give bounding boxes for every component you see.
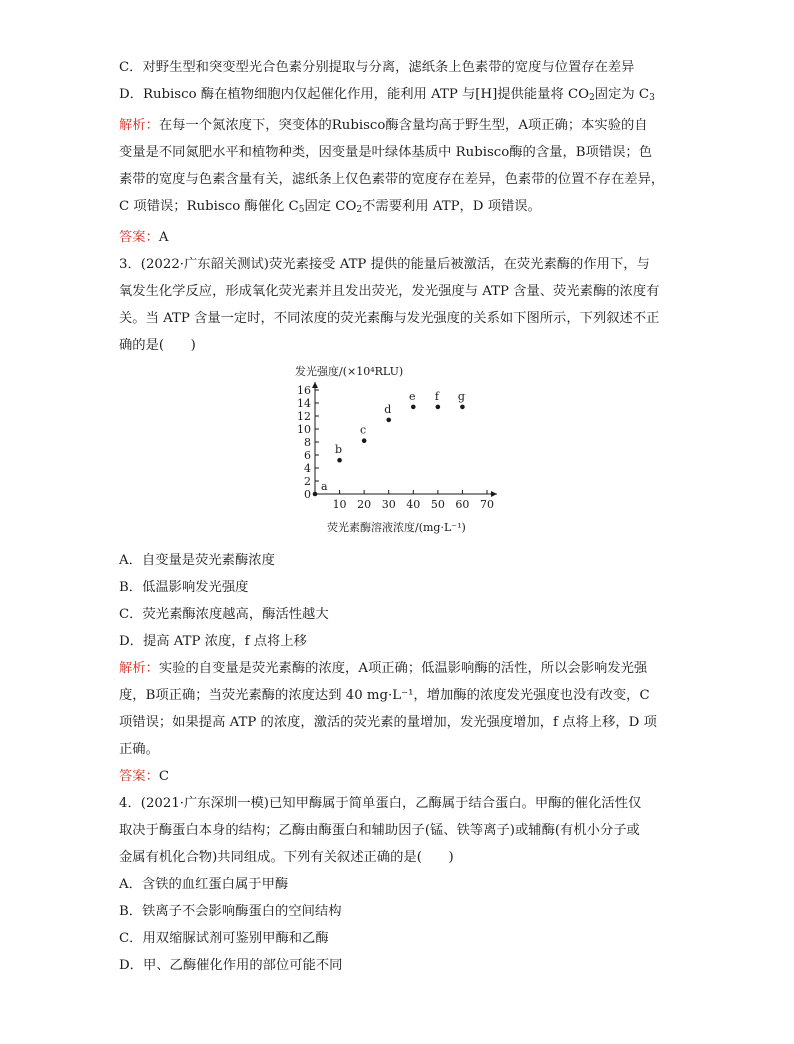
q3-explain-line: 项错误；如果提高 ATP 的浓度，激活的荧光素的量增加，发光强度增加，f 点将上移，D 项 bbox=[119, 715, 657, 730]
chart-xlabel: 荧光素酶溶液浓度/(mg·L⁻¹) bbox=[327, 521, 466, 534]
answer-label: 答案： bbox=[119, 769, 159, 784]
data-point bbox=[411, 405, 416, 410]
chart-ylabel: 发光强度/(×10⁴RLU) bbox=[295, 365, 404, 378]
y-tick-label: 14 bbox=[297, 397, 311, 410]
chart-plot-area bbox=[297, 382, 497, 511]
point-label: e bbox=[409, 389, 416, 403]
q3-explain-line: 度，B项正确；当荧光素酶的浓度达到 40 mg·L⁻¹，增加酶的浓度发光强度也没有改变，C bbox=[119, 688, 650, 703]
q3-stem-line: 关。当 ATP 含量一定时，不同浓度的荧光素酶与发光强度的关系如下图所示，下列叙述不正 bbox=[119, 311, 660, 326]
q3-option-b: B．低温影响发光强度 bbox=[119, 580, 249, 595]
point-label: f bbox=[434, 389, 439, 403]
x-tick-label: 40 bbox=[406, 498, 421, 511]
explain-label: 解析： bbox=[119, 118, 159, 133]
q4-stem-line: 4．(2021·广东深圳一模)已知甲酶属于简单蛋白，乙酶属于结合蛋白。甲酶的催化活性仅 bbox=[119, 796, 642, 811]
x-tick-label: 70 bbox=[480, 498, 494, 511]
x-axis-arrow bbox=[491, 491, 497, 497]
data-point bbox=[337, 458, 342, 463]
q4-stem-line: 取决于酶蛋白本身的结构；乙酶由酶蛋白和辅助因子(锰、铁等离子)或辅酶(有机小分子或 bbox=[119, 823, 640, 838]
q2-explain-line: C 项错误；Rubisco 酶催化 $C_5$固定 $CO_2$不需要利用 ATP，D 项错误。 bbox=[119, 199, 541, 215]
q3-option-d: D．提高 ATP 浓度，f 点将上移 bbox=[119, 634, 307, 649]
q4-option-d: D．甲、乙酶催化作用的部位可能不同 bbox=[119, 958, 343, 973]
point-label: g bbox=[457, 389, 465, 403]
data-point bbox=[460, 405, 465, 410]
q2-option-d: D．Rubisco 酶在植物细胞内仅起催化作用，能利用 ATP 与[H]提供能量将 $CO_2$固定为 $C_3$ bbox=[119, 87, 655, 103]
q3-answer: 答案：C bbox=[119, 769, 170, 784]
q3-explain-line: 正确。 bbox=[119, 742, 159, 757]
data-point bbox=[436, 405, 441, 410]
q3-option-c: C．荧光素酶浓度越高，酶活性越大 bbox=[119, 607, 329, 622]
q2-option-c: C．对野生型和突变型光合色素分别提取与分离，滤纸条上色素带的宽度与位置存在差异 bbox=[119, 60, 635, 75]
data-point bbox=[386, 418, 391, 423]
x-tick-label: 20 bbox=[357, 498, 372, 511]
x-tick-label: 10 bbox=[332, 498, 347, 511]
q3-stem-line: 3．(2022·广东韶关测试)荧光素接受 ATP 提供的能量后被激活，在荧光素酶的作用下，与 bbox=[119, 257, 650, 272]
q2-explain-line: 变量是不同氮肥水平和植物种类，因变量是叶绿体基质中 Rubisco酶的含量，B项错误；色 bbox=[119, 145, 653, 160]
y-axis-arrow bbox=[312, 382, 318, 388]
answer-label: 答案： bbox=[119, 230, 159, 245]
y-tick-label: 16 bbox=[297, 384, 311, 397]
document-page bbox=[119, 54, 679, 979]
q4-option-a: A．含铁的血红蛋白属于甲酶 bbox=[119, 877, 289, 892]
point-label: d bbox=[384, 402, 392, 416]
q3-explain-line: 解析：实验的自变量是荧光素酶的浓度，A项正确；低温影响酶的活性，所以会影响发光强 bbox=[119, 661, 648, 676]
q2-explain-line: 素带的宽度与色素含量有关，滤纸条上仅色素带的宽度存在差异，色素带的位置不存在差异， bbox=[119, 172, 665, 187]
x-tick-label: 50 bbox=[430, 498, 445, 511]
point-label: b bbox=[335, 443, 343, 457]
q3-option-a: A．自变量是荧光素酶浓度 bbox=[119, 553, 275, 568]
q4-stem-line: 金属有机化合物)共同组成。下列有关叙述正确的是( ) bbox=[119, 850, 454, 865]
y-tick-label: 12 bbox=[297, 410, 311, 423]
y-tick-label: 0 bbox=[304, 488, 311, 501]
q4-option-c: C．用双缩脲试剂可鉴别甲酶和乙酶 bbox=[119, 931, 329, 946]
point-label: c bbox=[360, 423, 367, 437]
y-tick-label: 6 bbox=[304, 449, 311, 462]
data-point bbox=[362, 438, 367, 443]
q2-answer: 答案：A bbox=[119, 230, 169, 245]
x-tick-label: 60 bbox=[455, 498, 470, 511]
y-tick-label: 10 bbox=[297, 423, 311, 436]
q3-chart bbox=[119, 359, 679, 547]
x-tick-label: 30 bbox=[381, 498, 396, 511]
q3-stem-line: 氧发生化学反应，形成氧化荧光素并且发出荧光，发光强度与 ATP 含量、荧光素酶的浓度有 bbox=[119, 284, 660, 299]
q4-option-b: B．铁离子不会影响酶蛋白的空间结构 bbox=[119, 904, 342, 919]
y-tick-label: 8 bbox=[304, 436, 311, 449]
scatter-chart bbox=[285, 361, 515, 545]
explain-label: 解析： bbox=[119, 661, 159, 676]
q3-stem-line: 确的是( ) bbox=[119, 338, 196, 353]
q2-explain-line: 解析：在每一个氮浓度下，突变体的Rubisco酶含量均高于野生型，A项正确；本实验的自 bbox=[119, 118, 648, 133]
data-point bbox=[313, 492, 318, 497]
y-tick-label: 2 bbox=[304, 475, 311, 488]
y-tick-label: 4 bbox=[304, 462, 311, 475]
point-label: a bbox=[321, 480, 328, 493]
